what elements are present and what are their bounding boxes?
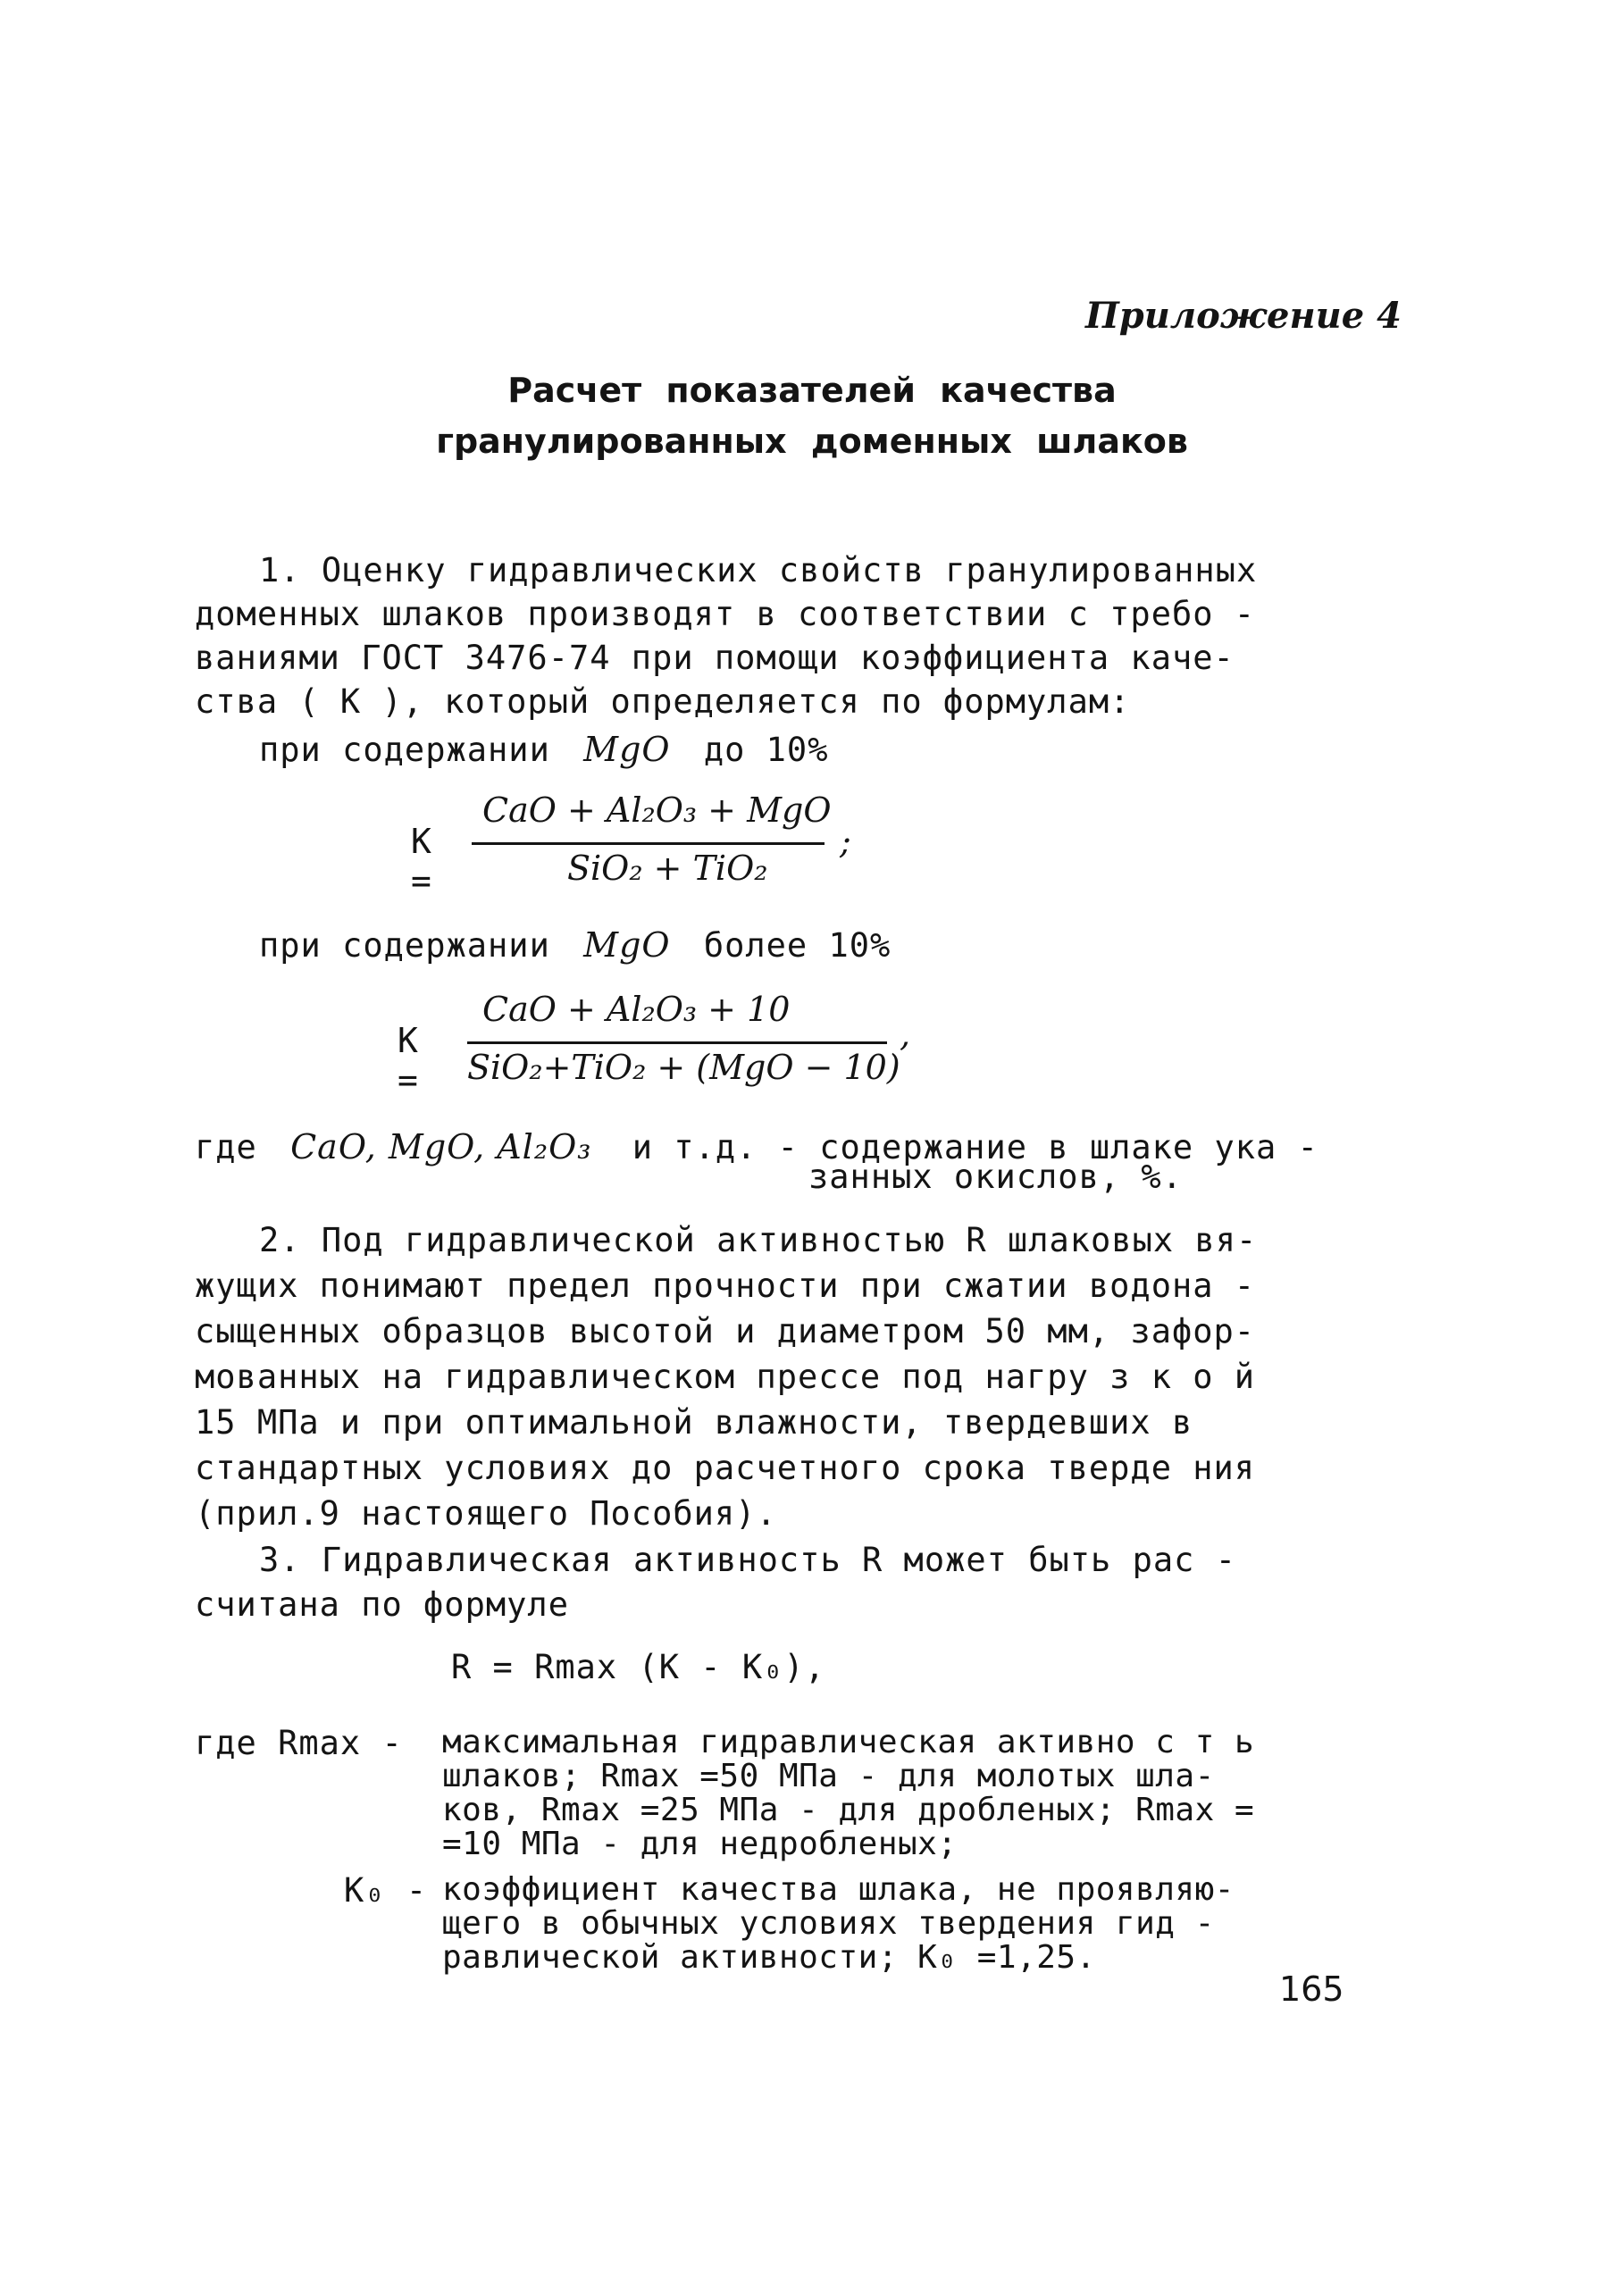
paragraph-line: ства ( К ), который определяется по формулам: bbox=[195, 682, 1131, 721]
condition-line-2 bbox=[259, 925, 891, 965]
definition-label-k0: K₀ - bbox=[344, 1871, 428, 1910]
page-number: 165 bbox=[1279, 1969, 1344, 2009]
paragraph-line: мованных на гидравлическом прессе под нагру з к о й bbox=[195, 1358, 1256, 1396]
fraction-bar bbox=[467, 1041, 887, 1044]
condition-prefix: при содержании bbox=[259, 926, 550, 965]
definition-line: ков, Rmax =25 МПа - для дробленых; Rmax = bbox=[442, 1792, 1255, 1828]
definition-line: коэффициент качества шлака, не проявляю- bbox=[442, 1871, 1235, 1908]
paragraph-line: стандартных условиях до расчетного срока тверде ния bbox=[195, 1449, 1256, 1487]
where-line-2: занных окислов, %. bbox=[808, 1158, 1183, 1196]
paragraph-line: 15 МПа и при оптимальной влажности, твердевших в bbox=[195, 1403, 1193, 1442]
where-chem: CaO, MgO, Al₂O₃ bbox=[290, 1127, 592, 1166]
paragraph-line: 1. Оценку гидравлических свойств гранулированных bbox=[259, 551, 1258, 589]
paragraph-line: 2. Под гидравлической активностью R шлаковых вя- bbox=[259, 1221, 1258, 1259]
condition-suffix: более 10% bbox=[703, 926, 892, 965]
formula-numerator: CaO + Al₂O₃ + MgO bbox=[482, 790, 832, 830]
definition-label-rmax: где Rmax - bbox=[195, 1724, 403, 1762]
formula-denominator: SiO₂ + TiO₂ bbox=[567, 849, 768, 888]
paragraph-line: считана по формуле bbox=[195, 1585, 569, 1624]
appendix-label: Приложение 4 bbox=[1085, 295, 1402, 337]
paragraph-line: (прил.9 настоящего Пособия). bbox=[195, 1494, 777, 1533]
where-text: и т.д. - содержание в шлаке ука - bbox=[632, 1128, 1318, 1166]
title-line-1: Расчет показателей качества bbox=[507, 371, 1117, 410]
condition-prefix: при содержании bbox=[259, 731, 550, 769]
where-label: где bbox=[195, 1128, 257, 1166]
formula-3: R = Rmax (K - K₀), bbox=[451, 1648, 825, 1686]
fraction-bar bbox=[472, 842, 825, 845]
condition-line-1 bbox=[259, 730, 828, 769]
paragraph-line: ваниями ГОСТ 3476-74 при помощи коэффициента каче- bbox=[195, 639, 1235, 677]
condition-suffix: до 10% bbox=[703, 731, 829, 769]
definition-line: =10 МПа - для недробленых; bbox=[442, 1826, 958, 1862]
formula-lhs: K = bbox=[411, 822, 431, 900]
formula-punctuation: ; bbox=[840, 822, 851, 861]
paragraph-line: жущих понимают предел прочности при сжатии водона - bbox=[195, 1267, 1256, 1305]
definition-line: равлической активности; K₀ =1,25. bbox=[442, 1939, 1096, 1976]
condition-chem: MgO bbox=[583, 925, 671, 965]
formula-lhs: K = bbox=[398, 1021, 418, 1100]
paragraph-line: 3. Гидравлическая активность R может быть рас - bbox=[259, 1541, 1236, 1579]
definition-line: щего в обычных условиях твердения гид - bbox=[442, 1905, 1215, 1942]
formula-denominator: SiO₂+TiO₂ + (MgO − 10) bbox=[467, 1048, 900, 1087]
formula-numerator: CaO + Al₂O₃ + 10 bbox=[482, 990, 791, 1029]
paragraph-line: доменных шлаков производят в соответствии с требо - bbox=[195, 595, 1256, 633]
paragraph-line: сыщенных образцов высотой и диаметром 50 мм, зафор- bbox=[195, 1312, 1256, 1350]
formula-punctuation: , bbox=[900, 1015, 911, 1054]
title-line-2: гранулированных доменных шлаков bbox=[436, 422, 1188, 461]
definition-line: шлаков; Rmax =50 МПа - для молотых шла- bbox=[442, 1758, 1215, 1794]
definition-line: максимальная гидравлическая активно с т ь bbox=[442, 1724, 1255, 1760]
condition-chem: MgO bbox=[583, 730, 671, 769]
